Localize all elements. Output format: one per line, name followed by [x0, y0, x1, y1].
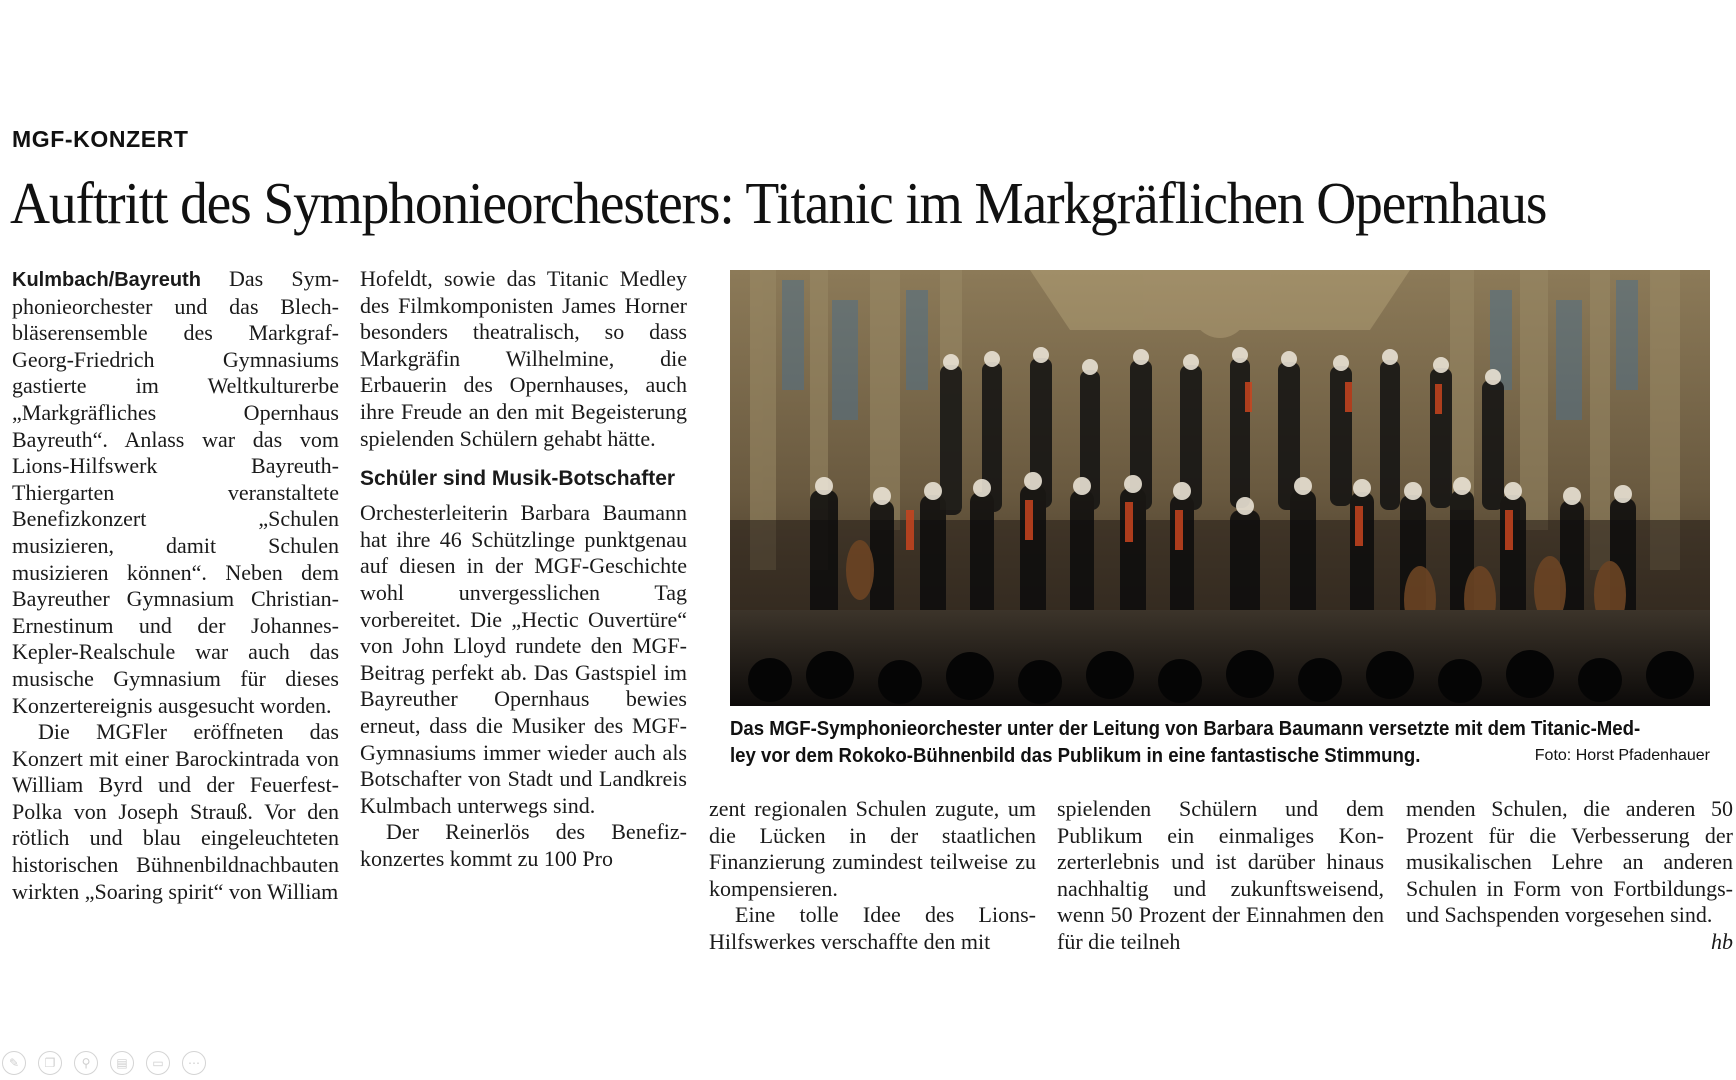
slides-icon[interactable]: ▤ [110, 1051, 134, 1075]
orchestra-photo-graphic [730, 270, 1710, 706]
paragraph-5: Der Reinerlös des Benefizkonzertes kommt zu 100 Pro [360, 819, 687, 871]
more-icon[interactable]: ⋯ [182, 1051, 206, 1075]
paragraph-1-text: Das Symphonieorchester und das Blechbläserensemble des Markgraf-Georg-Friedrich Gymnasiums gastierte im Weltkulturerbe „Markgräfliches Opernhaus Bayreuth“. Anlass war das vom Lions-Hilfswerk Bayreuth-Thiergarten veranstaltete Benefizkonzert „Schulen musizieren, damit Schulen musizieren können“. Neben dem Bayreuther Gymnasium Christian-Ernestinum und der Johannes-Kepler-Realschule war auch das musische Gymnasium für dieses Konzertereignis ausgesucht worden. [12, 266, 340, 718]
paragraph-9-text: menden Schulen, die anderen 50 Prozent für die Verbesserung der musikalischen Lehre an anderen Schulen in Form von Fortbildungs- und Sachspenden vorgesehen sind. [1406, 796, 1733, 928]
paragraph-3: Hofeldt, sowie das Titanic Medley des Filmkomponisten James Horner besonders theatralisch, so dass Markgräfin Wilhelmine, die Erbauerin des Opernhauses, auch ihre Freude an den mit Begeisterung spielenden Schülern gehabt hätte. [360, 266, 687, 451]
text-column-3 [709, 796, 1036, 956]
orchestra-photo [730, 270, 1710, 706]
dateline: Kulmbach/Bayreuth [12, 269, 201, 291]
pen-icon[interactable]: ✎ [2, 1051, 26, 1075]
paragraph-6: zent regionalen Schulen zugute, um die Lücken in der staatlichen Finanzierung zumindest teilweise zu kompensieren. [709, 796, 1036, 901]
text-column-2 [360, 266, 687, 872]
paragraph-4: Orchesterleiterin Barbara Baumann hat ihre 46 Schützlinge punktgenau auf diesen in der MGF-Geschichte wohl unvergesslichen Tag vorbereitet. Die „Hectic Ouvertüre“ von John Lloyd rundete den MGF-Beitrag perfekt ab. Das Gastspiel im Bayreuther Opernhaus bewies erneut, dass die Musiker des MGF-Gymnasiums immer wieder auch als Botschafter von Stadt und Landkreis Kulmbach unterwegs sind. [360, 500, 687, 818]
screen-icon[interactable]: ▭ [146, 1051, 170, 1075]
subheading: Schüler sind Musik-Botschafter [360, 467, 676, 491]
paragraph-1 [12, 266, 339, 719]
zoom-icon[interactable]: ⚲ [74, 1051, 98, 1075]
paragraph-7: Eine tolle Idee des Lions-Hilfswerkes verschaffte den mit [709, 902, 1036, 954]
viewer-toolbar [2, 1050, 206, 1076]
text-column-5 [1406, 796, 1733, 956]
paragraph-2: Die MGFler eröffneten das Konzert mit einer Barockintrada von William Byrd und der Feuerfest-Polka von Joseph Strauß. Vor den rötlich und blau eingeleuchteten historischen Bühnenbildnachbauten wirkten „Soaring spirit“ von William [12, 719, 339, 904]
copy-icon[interactable]: ❐ [38, 1051, 62, 1075]
author-initials: hb [1711, 928, 1733, 954]
article-headline: Auftritt des Symphonieorchesters: Titanic im Markgräflichen Opernhaus [10, 170, 1547, 236]
paragraph-9 [1406, 796, 1733, 954]
text-column-4 [1057, 796, 1384, 956]
photo-caption: Das MGF-Symphonieorchester unter der Leitung von Barbara Baumann versetzte mit dem Titanic-Medley vor dem Rokoko-Bühnenbild das Publikum in eine fantastische Stimmung. [730, 718, 1641, 767]
photo-credit: Foto: Horst Pfadenhauer [1534, 747, 1710, 764]
article-kicker: MGF-KONZERT [12, 126, 189, 152]
paragraph-8: spielenden Schülern und dem Publikum ein einmaliges Konzerterlebnis und ist darüber hinaus nachhaltig und zukunftsweisend, wenn 50 Prozent der Einnahmen den für die teilneh [1057, 796, 1384, 954]
text-column-1 [12, 266, 339, 905]
